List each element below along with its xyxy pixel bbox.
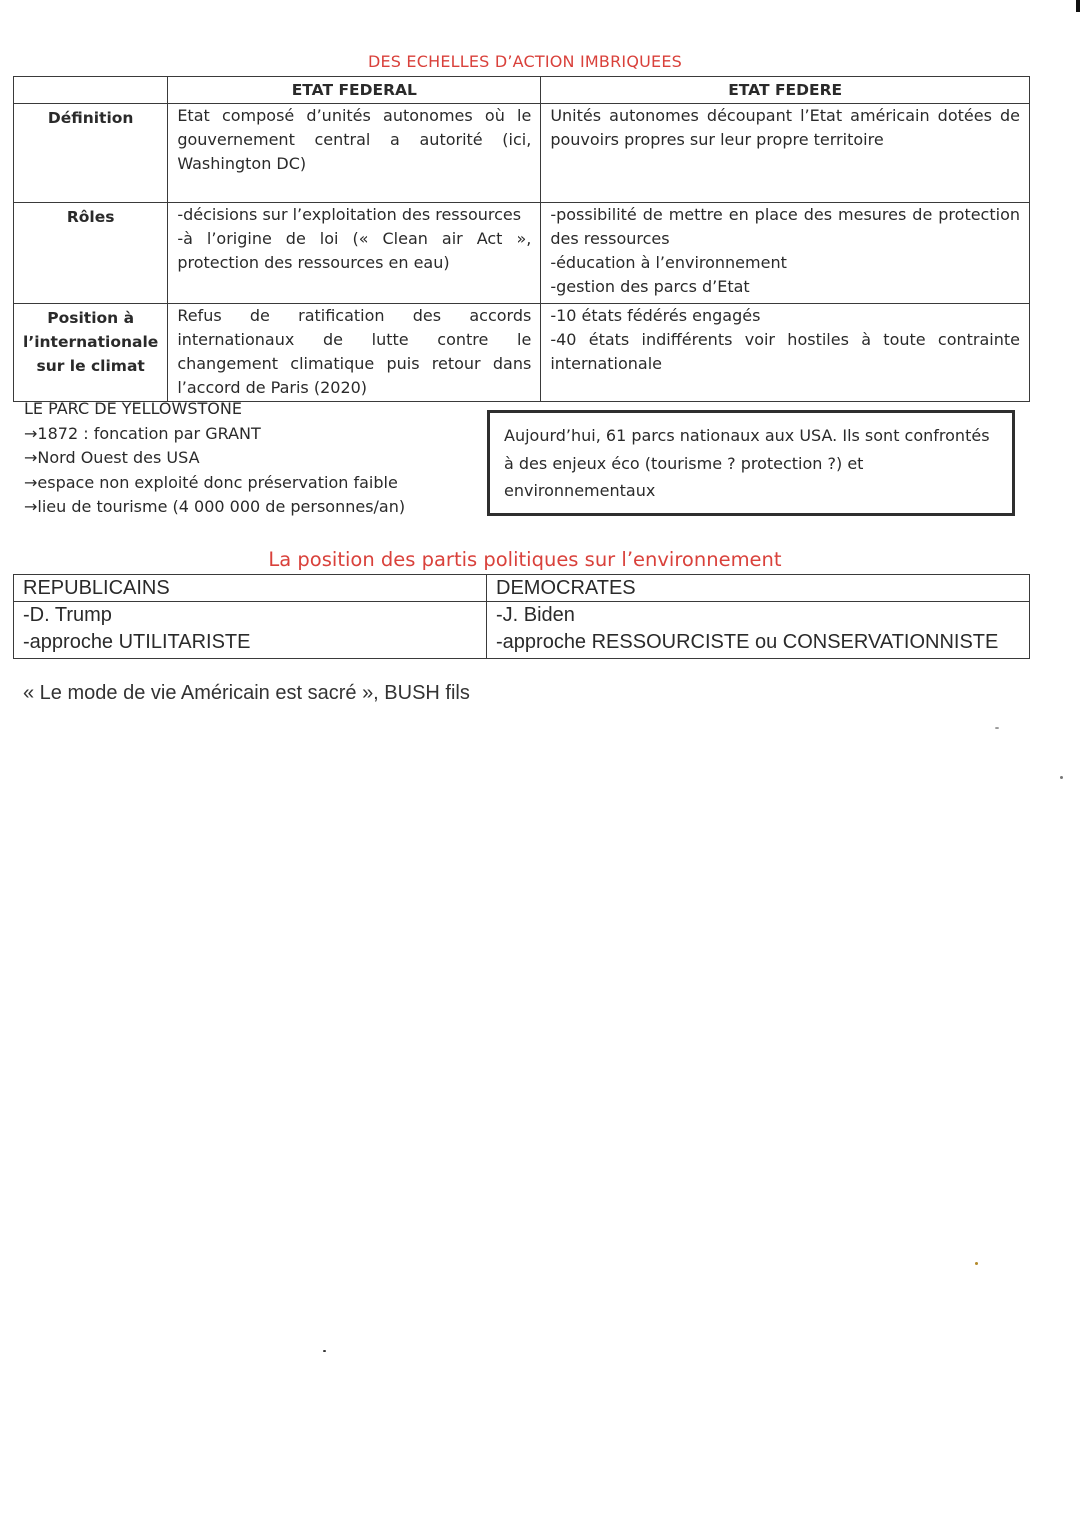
national-parks-box: Aujourd’hui, 61 parcs nationaux aux USA. Ils sont confrontés à des enjeux éco (tourisme ? protection ?) et environnementaux bbox=[487, 410, 1015, 516]
yellowstone-heading: LE PARC DE YELLOWSTONE bbox=[24, 399, 242, 418]
parties-table bbox=[13, 574, 1030, 659]
bush-quote: « Le mode de vie Américain est sacré », BUSH fils bbox=[23, 682, 470, 704]
scales-table bbox=[13, 76, 1030, 402]
list-item: →Nord Ouest des USA bbox=[24, 448, 200, 467]
table-row bbox=[14, 602, 1030, 659]
scan-speck bbox=[1060, 776, 1063, 779]
cell-federal-definition: Etat composé d’unités autonomes où le gouvernement central a autorité (ici, Washington DC) bbox=[168, 104, 541, 203]
cell-republicains: -D. Trump -approche UTILITARISTE bbox=[14, 602, 487, 659]
header-etat-federal: ETAT FEDERAL bbox=[168, 77, 541, 104]
table-row-definition bbox=[14, 104, 1030, 203]
table-header-row bbox=[14, 575, 1030, 602]
row-label-roles: Rôles bbox=[14, 203, 168, 304]
header-empty bbox=[14, 77, 168, 104]
cell-democrates: -J. Biden -approche RESSOURCISTE ou CONSERVATIONNISTE bbox=[487, 602, 1030, 659]
list-item: →lieu de tourisme (4 000 000 de personnes/an) bbox=[24, 497, 406, 516]
table-header-row bbox=[14, 77, 1030, 104]
cell-federe-definition: Unités autonomes découpant l’Etat américain dotées de pouvoirs propres sur leur propre territoire bbox=[541, 104, 1030, 203]
row-label-definition: Définition bbox=[14, 104, 168, 203]
header-etat-federe: ETAT FEDERE bbox=[541, 77, 1030, 104]
list-item: →1872 : foncation par GRANT bbox=[24, 423, 261, 443]
cell-federal-position: Refus de ratification des accords internationaux de lutte contre le changement climatique puis retour dans l’accord de Paris (2020) bbox=[168, 304, 541, 402]
header-republicains: REPUBLICAINS bbox=[14, 575, 487, 602]
header-democrates: DEMOCRATES bbox=[487, 575, 1030, 602]
row-label-position: Position à l’internationale sur le climat bbox=[14, 304, 168, 402]
arrow-right-icon: → bbox=[24, 497, 38, 516]
scan-speck bbox=[995, 727, 999, 729]
cell-federal-roles: -décisions sur l’exploitation des ressources -à l’origine de loi (« Clean air Act », protection des ressources en eau) bbox=[168, 203, 541, 304]
table-row-roles bbox=[14, 203, 1030, 304]
scan-speck bbox=[975, 1262, 978, 1265]
scan-speck bbox=[1076, 0, 1080, 12]
table-row-position bbox=[14, 304, 1030, 402]
arrow-right-icon: → bbox=[24, 448, 38, 467]
section-title-parties: La position des partis politiques sur l’environnement bbox=[268, 548, 782, 571]
cell-federe-position: -10 états fédérés engagés -40 états indifférents voir hostiles à toute contrainte internationale bbox=[541, 304, 1030, 402]
arrow-right-icon: → bbox=[24, 472, 38, 492]
scan-speck bbox=[323, 1350, 326, 1352]
yellowstone-notes bbox=[24, 397, 405, 520]
cell-federe-roles: -possibilité de mettre en place des mesures de protection des ressources -éducation à l’environnement -gestion des parcs d’Etat bbox=[541, 203, 1030, 304]
page-title: DES ECHELLES D’ACTION IMBRIQUEES bbox=[367, 52, 683, 71]
list-item: →espace non exploité donc préservation faible bbox=[24, 472, 398, 492]
arrow-right-icon: → bbox=[24, 423, 38, 443]
